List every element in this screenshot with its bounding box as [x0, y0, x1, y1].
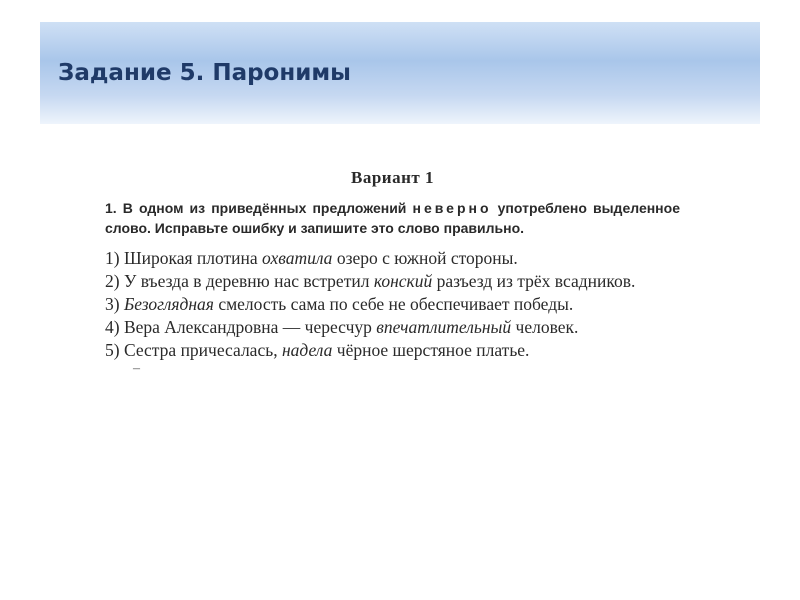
- options-list: [105, 247, 680, 362]
- document-excerpt: [105, 168, 680, 376]
- option-number: 3): [105, 294, 120, 314]
- task-instruction: [105, 198, 680, 238]
- option-5: [105, 339, 680, 362]
- option-text: смелость сама по себе не обеспечивает победы.: [213, 294, 574, 314]
- option-number: 2): [105, 271, 120, 291]
- task-emphasis: неверно: [412, 200, 492, 216]
- option-number: 1): [105, 248, 120, 268]
- option-text: У въезда в деревню нас встретил: [123, 271, 374, 291]
- option-text: Сестра причесалась,: [123, 340, 282, 360]
- option-highlighted-word: Безоглядная: [123, 294, 214, 314]
- option-2: [105, 270, 680, 293]
- option-3: [105, 293, 680, 316]
- option-highlighted-word: надела: [281, 340, 333, 360]
- option-text: разъезд из трёх всадников.: [432, 271, 636, 291]
- option-highlighted-word: впечатлительный: [376, 317, 512, 337]
- task-text-start: 1. В одном из приведённых предложений: [105, 200, 413, 216]
- trailing-mark: –: [133, 361, 140, 376]
- slide-header: [40, 22, 760, 124]
- option-number: 4): [105, 317, 120, 337]
- option-text: Широкая плотина: [123, 248, 263, 268]
- option-number: 5): [105, 340, 120, 360]
- option-text: человек.: [511, 317, 579, 337]
- option-text: чёрное шерстяное платье.: [332, 340, 530, 360]
- option-4: [105, 316, 680, 339]
- slide-title: Задание 5. Паронимы: [58, 60, 351, 86]
- task-text-end: употреблено выделенное слово. Исправьте ошибку и запишите это слово правильно.: [105, 200, 680, 236]
- option-highlighted-word: конский: [373, 271, 433, 291]
- variant-heading: Вариант 1: [351, 168, 434, 187]
- option-highlighted-word: охватила: [262, 248, 333, 268]
- option-1: [105, 247, 680, 270]
- option-text: Вера Александровна — чересчур: [123, 317, 377, 337]
- option-text: озеро с южной стороны.: [332, 248, 518, 268]
